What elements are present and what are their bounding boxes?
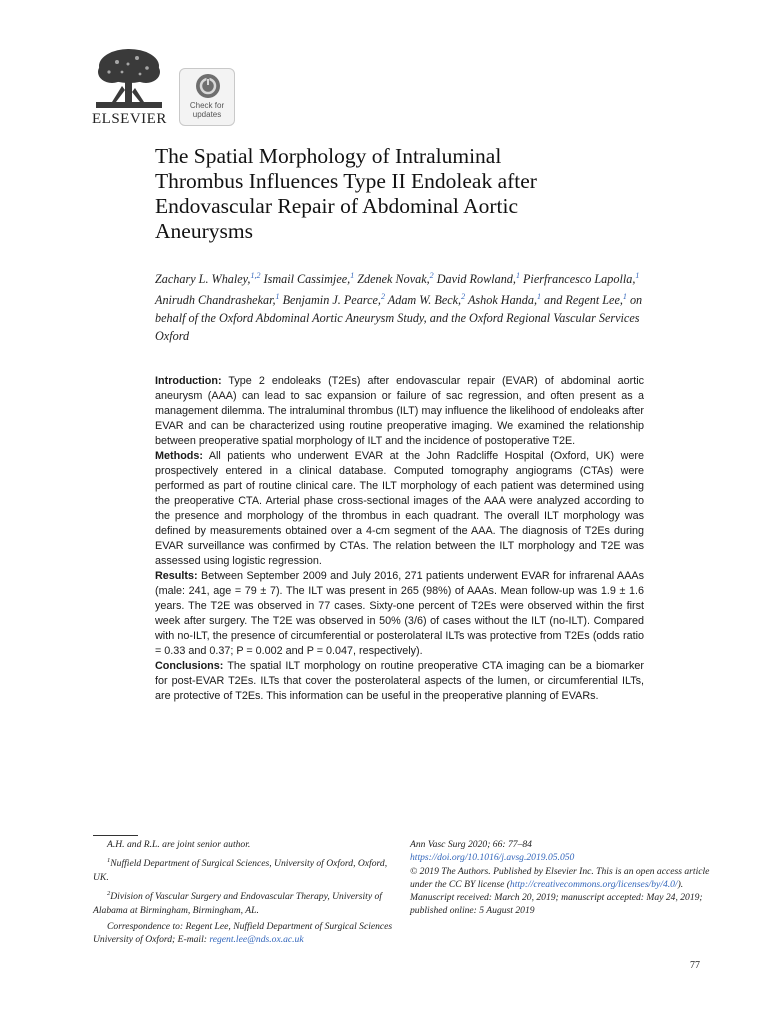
abstract-introduction: [155, 374, 644, 449]
article-title: The Spatial Morphology of Intraluminal Thrombus Influences Type II Endoleak after Endovascular Repair of Abdominal Aortic Aneurysms: [155, 144, 537, 243]
check-updates-icon: [195, 73, 221, 99]
abstract: [155, 374, 644, 704]
affiliation-mark: 1: [515, 271, 520, 280]
check-for-updates-badge[interactable]: [179, 68, 235, 126]
section-label: Conclusions:: [155, 660, 224, 672]
manuscript-dates: Manuscript received: March 20, 2019; manuscript accepted: May 24, 2019; published online: 5 August 2019: [410, 892, 703, 917]
affiliation-mark: 2: [429, 271, 434, 280]
license-link[interactable]: http://creativecommons.org/licenses/by/4.0/: [509, 878, 678, 890]
affiliation-mark: 1: [350, 271, 355, 280]
authors-tail: on behalf of the Oxford Abdominal Aortic Aneurysm Study, and the Oxford Regional Vascular Services Oxford: [155, 293, 643, 344]
joint-author-note: A.H. and R.L. are joint senior author.: [107, 839, 251, 850]
page-number: 77: [690, 960, 700, 971]
elsevier-tree-logo: [92, 46, 166, 112]
author: and Regent Lee,$^1$: [544, 292, 627, 308]
correspondence: Correspondence to: Regent Lee, Nuffield Department of Surgical Sciences University of Oxford; E-mail: regent.lee@nds.ox.ac.uk: [93, 920, 393, 946]
author: David Rowland,$^1$: [436, 271, 520, 287]
affiliation-mark: 1: [635, 271, 640, 280]
section-label: Results:: [155, 570, 198, 582]
affiliation-mark: 1: [275, 292, 280, 302]
author: Adam W. Beck,$^2$: [387, 292, 466, 308]
doi-link[interactable]: https://doi.org/10.1016/j.avsg.2019.05.050: [410, 852, 575, 864]
author: Ismail Cassimjee,$^1$: [263, 271, 355, 287]
section-text: Between September 2009 and July 2016, 271 patients underwent EVAR for infrarenal AAAs (male: 241, age = 79 ± 7). The ILT was present in 265 (98%) of AAAs. Mean follow-up was 1.9 ± 1.6 years. The T2E was observed in 77 cases. Sixty-one percent of T2Es were observed within the first week after surgery. The T2E was observed in 50% (3/6) of cases without the ILT (no-ILT). Compared with no-ILT, the presence of circumferential or posterolateral ILTs was protective from T2Es (odds ratio = 0.33 and 0.37; P = 0.002 and P = 0.047, respectively).: [155, 570, 644, 657]
check-updates-label: Check for updates: [189, 101, 225, 119]
author: Zachary L. Whaley,$^{1,2}$: [155, 271, 261, 287]
section-label: Methods:: [155, 450, 203, 462]
journal-info: [410, 838, 710, 918]
section-text: All patients who underwent EVAR at the John Radcliffe Hospital (Oxford, UK) were prospectively entered in a clinical database. Computed tomography angiograms (CTAs) were performed as part of routine clinical care. The ILT morphology of each patient was determined using the preoperative CTA. Arterial phase cross-sectional images of the AAA were analyzed according to the presence and morphology of the thrombus in each quadrant. The overall ILT morphology was defined by measurements obtained over a 4-cm segment of the AAA. The diagnosis of T2Es during EVAR surveillance was confirmed by CTAs. The relation between the ILT morphology and T2E was assessed using logistic regression.: [155, 450, 644, 567]
affiliation-mark: 1: [622, 292, 627, 302]
author: Anirudh Chandrashekar,$^1$: [155, 292, 280, 308]
email-link[interactable]: regent.lee@nds.ox.ac.uk: [209, 934, 304, 946]
author: Ashok Handa,$^1$: [467, 292, 541, 308]
section-text: The spatial ILT morphology on routine preoperative CTA imaging can be a biomarker for post-EVAR T2Es. ILTs that cover the posterolateral aspects of the lumen, or circumferential ILTs, are protective of T2Es. This information can be useful in the preoperative planning of EVARs.: [155, 660, 644, 702]
copyright: © 2019 The Authors. Published by Elsevier Inc. This is an open access article under the CC BY license (http://creativecommons.org/licenses/by/4.0/).: [410, 865, 710, 890]
publisher-wordmark: ELSEVIER: [92, 111, 167, 127]
citation: Ann Vasc Surg 2020; 66: 77–84: [410, 839, 532, 850]
affiliation-1: $^1$Nuffield Department of Surgical Sciences, University of Oxford, Oxford, UK.: [93, 857, 388, 883]
section-text: Type 2 endoleaks (T2Es) after endovascular repair (EVAR) of abdominal aortic aneurysm (AAA) can lead to sac expansion or failure of sac regression, and often present as a management dilemma. The intraluminal thrombus (ILT) may influence the likelihood of endoleaks after EVAR and can be characterized using routine preoperative imaging. We examined the relationship between preoperative spatial morphology of ILT and the incidence of postoperative T2E.: [155, 375, 644, 447]
affiliation-mark: 2: [461, 292, 466, 302]
affiliation-mark: 1: [537, 292, 541, 302]
affiliation-mark: 2: [380, 292, 385, 302]
author: Pierfrancesco Lapolla,$^1$: [522, 271, 640, 287]
author: Zdenek Novak,$^2$: [357, 271, 434, 287]
abstract-results: [155, 569, 644, 659]
section-label: Introduction:: [155, 375, 222, 387]
author-list: [155, 267, 675, 345]
affiliation-mark: 1,2: [250, 271, 261, 280]
affiliation-2: $^2$Division of Vascular Surgery and Endovascular Therapy, University of Alabama at Birmingham, Birmingham, AL.: [93, 890, 382, 916]
abstract-methods: [155, 449, 644, 569]
author: Benjamin J. Pearce,$^2$: [282, 292, 385, 308]
abstract-conclusions: [155, 659, 644, 704]
footnote-rule: [93, 835, 138, 836]
footnotes: [93, 838, 393, 949]
